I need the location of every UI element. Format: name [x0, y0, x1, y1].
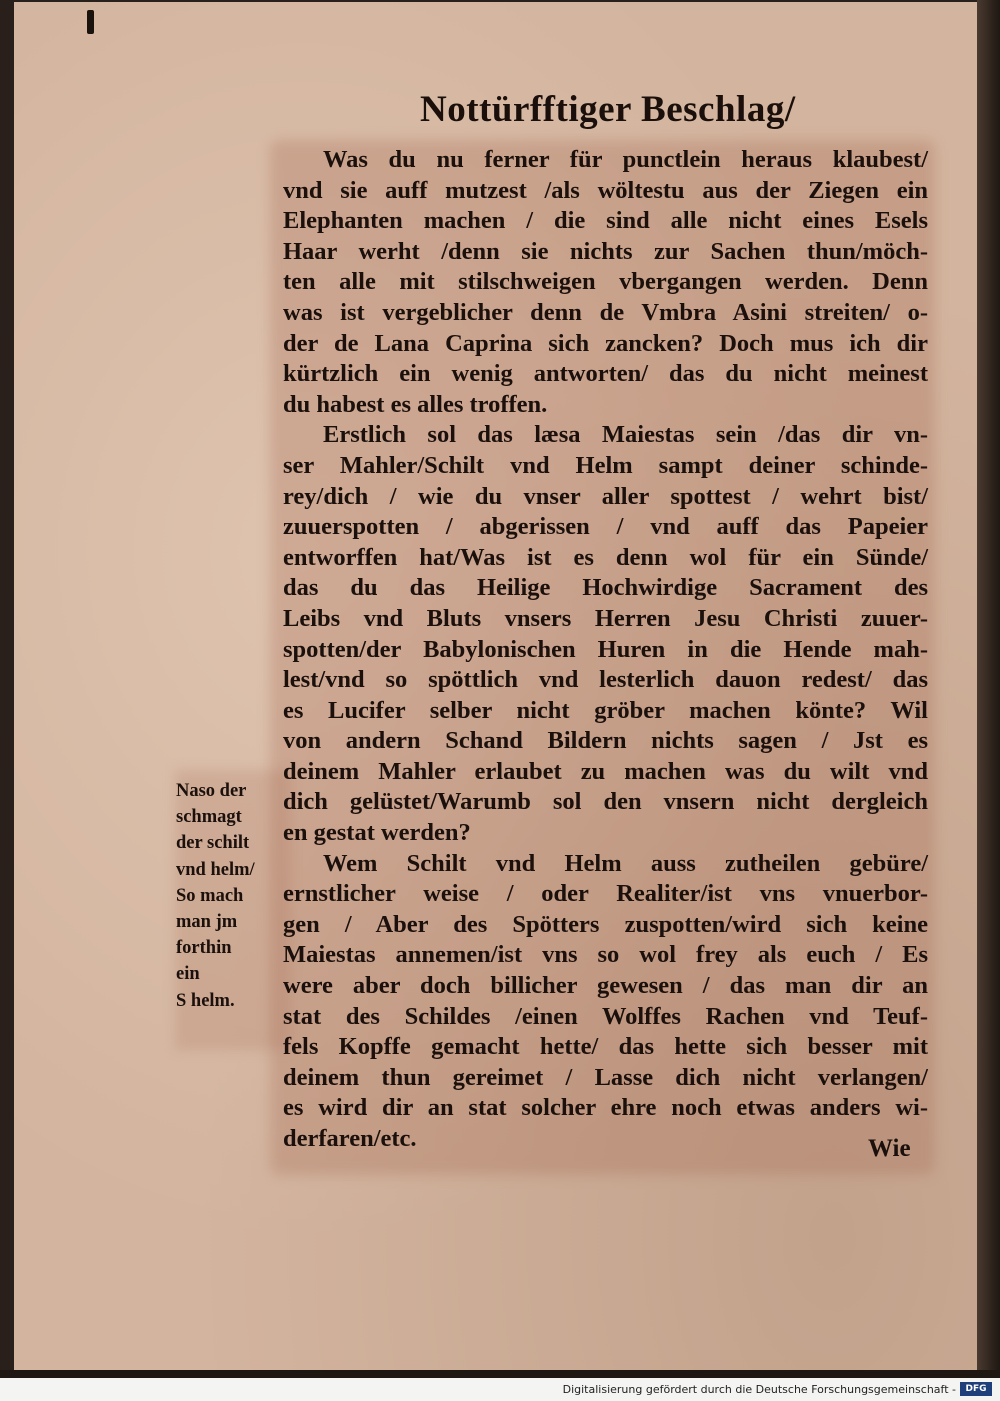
text-line: der de Lana Caprina sich zancken? Doch mus ich dir [283, 329, 928, 357]
catchword: Wie [868, 1135, 911, 1162]
text-line: were aber doch billicher gewesen / das man dir an [283, 972, 928, 1000]
text-line: Leibs vnd Bluts vnsers Herren Jesu Christi zuuer- [283, 604, 928, 632]
text-line: dich gelüstet/Warumb sol den vnsern nicht dergleich [283, 788, 928, 816]
page-edge-bottom [0, 1370, 1000, 1378]
margin-line: forthin [176, 938, 232, 959]
text-line: kürtzlich ein wenig antworten/ das du nicht meinest [283, 360, 928, 388]
text-line: en gestat werden? [283, 819, 471, 847]
text-line: Erstlich sol das læsa Maiestas sein /das dir vn- [323, 421, 928, 449]
text-line: du habest es alles troffen. [283, 390, 548, 418]
text-line: stat des Schildes /einen Wolffes Rachen vnd Teuf- [283, 1002, 928, 1030]
text-line: Was du nu ferner für punctlein heraus klaubest/ [323, 146, 928, 173]
margin-line: ein [176, 964, 200, 985]
margin-line: der schilt [176, 833, 250, 854]
text-line: es wird dir an stat solcher ehre noch etwas anders wi- [283, 1094, 928, 1122]
funding-credit: Digitalisierung gefördert durch die Deutsche Forschungsgemeinschaft - [562, 1383, 956, 1396]
margin-line: Naso der [176, 781, 247, 801]
text-line: es Lucifer selber nicht gröber machen könte? Wil [283, 696, 928, 724]
text-line: was ist vergeblicher denn de Vmbra Asini streiten/ o- [283, 298, 928, 326]
text-line: Haar werht /denn sie nichts zur Sachen thun/möch- [283, 237, 928, 265]
text-line: ser Mahler/Schilt vnd Helm sampt deiner schinde- [283, 451, 928, 479]
marginal-note [176, 778, 286, 1014]
text-line: lest/vnd so spöttlich vnd lesterlich dauon redest/ das [283, 666, 928, 694]
margin-line: schmagt [176, 807, 242, 828]
text-line: derfaren/etc. [283, 1125, 417, 1152]
text-line: Wem Schilt vnd Helm auss zutheilen gebüre/ [323, 849, 928, 877]
text-line: spotten/der Babylonischen Huren in die Hende mah- [283, 635, 928, 663]
footer-bar [0, 1378, 1000, 1401]
margin-line: S helm. [176, 990, 235, 1011]
text-line: fels Kopffe gemacht hette/ das hette sich besser mit [283, 1033, 928, 1061]
margin-line: So mach [176, 885, 244, 906]
text-line: Maiestas annemen/ist vns so wol frey als euch / Es [283, 941, 928, 969]
text-line: das du das Heilige Hochwirdige Sacrament des [283, 574, 928, 602]
text-line: deinem Mahler erlaubet zu machen was du wilt vnd [283, 757, 928, 785]
text-line: deinem thun gereimet / Lasse dich nicht verlangen/ [283, 1063, 928, 1091]
page-edge-right [977, 0, 1000, 1378]
text-line: entworffen hat/Was ist es denn wol für ein Sünde/ [283, 543, 928, 571]
text-line: gen / Aber des Spötters zuspotten/wird sich keine [283, 910, 928, 938]
margin-line: man jm [176, 911, 238, 932]
dfg-logo: DFG [960, 1382, 992, 1396]
text-line: zuuerspotten / abgerissen / vnd auff das Papeier [283, 513, 928, 541]
body-text [283, 145, 928, 1155]
text-line: von andern Schand Bildern nichts sagen / Jst es [283, 727, 928, 755]
binding-mark [87, 10, 94, 34]
margin-line: vnd helm/ [176, 859, 255, 880]
text-line: ernstlicher weise / oder Realiter/ist vns vnuerbor- [283, 880, 928, 908]
text-line: rey/dich / wie du vnser aller spottest / wehrt bist/ [283, 482, 928, 510]
text-line: vnd sie auff mutzest /als wöltestu aus der Ziegen ein [283, 176, 928, 204]
text-line: Elephanten machen / die sind alle nicht eines Esels [283, 207, 928, 235]
running-heading: Nottürfftiger Beschlag/ [420, 89, 796, 130]
text-line: ten alle mit stilschweigen vbergangen werden. Denn [283, 268, 928, 296]
